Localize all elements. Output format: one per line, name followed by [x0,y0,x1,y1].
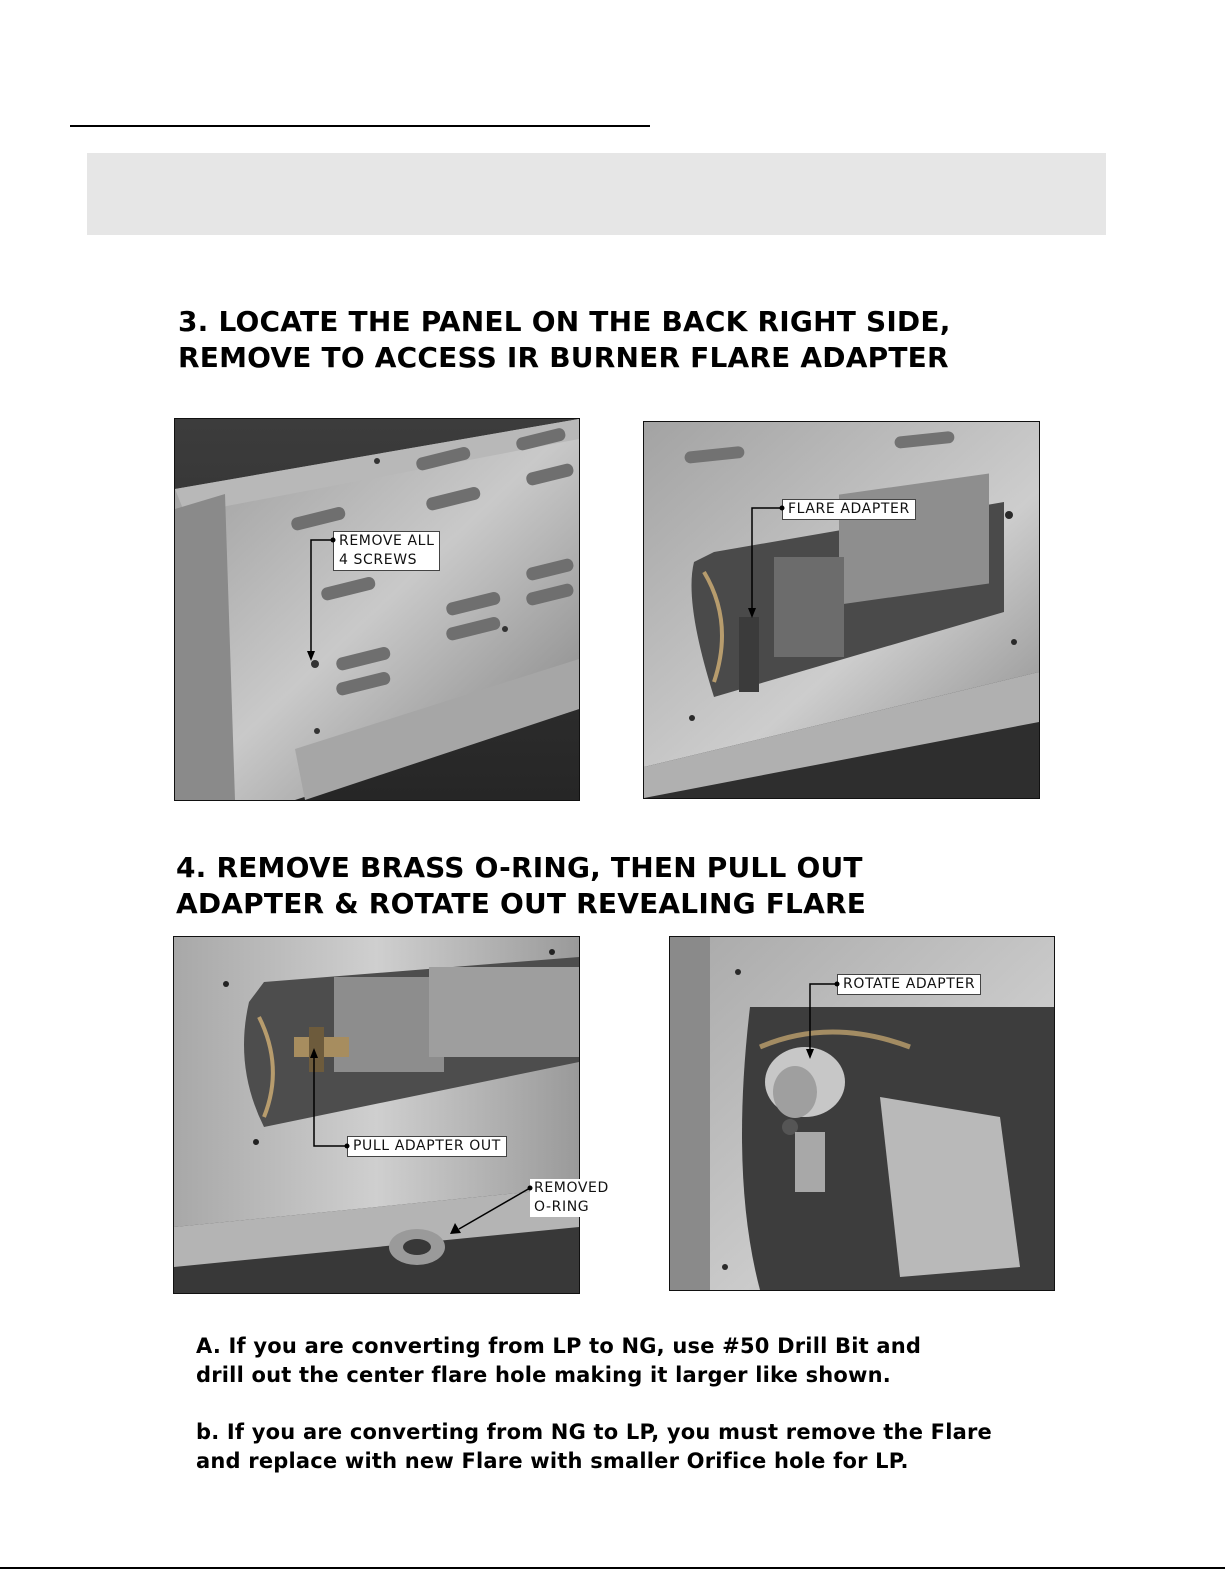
callout-removed-oring-line-1: REMOVED [534,1180,609,1196]
grill-side-panel-illustration [175,419,579,800]
note-ng-to-lp-line-1: b. If you are converting from NG to LP, you must remove the Flare [196,1420,992,1444]
callout-pull-adapter-out-label: PULL ADAPTER OUT [353,1138,501,1154]
callout-rotate-adapter-label: ROTATE ADAPTER [843,976,976,992]
photo-pull-adapter [173,936,609,1294]
conversion-notes [196,1332,992,1476]
header-banner [87,153,1106,235]
header-rule [70,125,650,127]
note-lp-to-ng-line-1: A. If you are converting from LP to NG, use #50 Drill Bit and [196,1334,922,1358]
step-4-heading [176,850,866,922]
callout-removed-oring [530,1179,613,1217]
callout-flare-adapter-label: FLARE ADAPTER [788,501,910,517]
note-ng-to-lp-line-2: and replace with new Flare with smaller Orifice hole for LP. [196,1449,909,1473]
step-3-heading [178,304,951,376]
callout-remove-screws [333,531,440,571]
step-4-heading-line-2: ADAPTER & ROTATE OUT REVEALING FLARE [176,887,867,920]
note-lp-to-ng-line-2: drill out the center flare hole making it larger like shown. [196,1363,891,1387]
callout-rotate-adapter [837,974,981,995]
note-lp-to-ng [196,1332,992,1390]
note-spacer [196,1390,992,1418]
callout-remove-screws-line-2: 4 SCREWS [339,552,418,568]
callout-flare-adapter [782,499,916,520]
step-3-heading-line-2: REMOVE TO ACCESS IR BURNER FLARE ADAPTER [178,341,949,374]
footer-rule [0,1567,1225,1569]
callout-remove-screws-line-1: REMOVE ALL [339,533,435,549]
photo-remove-screws [174,418,580,801]
note-ng-to-lp [196,1418,992,1476]
photo-rotate-adapter [669,936,1055,1291]
step-4-heading-line-1: 4. REMOVE BRASS O-RING, THEN PULL OUT [176,851,863,884]
callout-pull-adapter-out [347,1136,507,1157]
step-3-heading-line-1: 3. LOCATE THE PANEL ON THE BACK RIGHT SIDE, [178,305,951,338]
photo-flare-adapter [643,421,1040,799]
callout-removed-oring-line-2: O-RING [534,1199,590,1215]
pull-adapter-illustration [174,937,579,1293]
flare-adapter-illustration [644,422,1039,798]
